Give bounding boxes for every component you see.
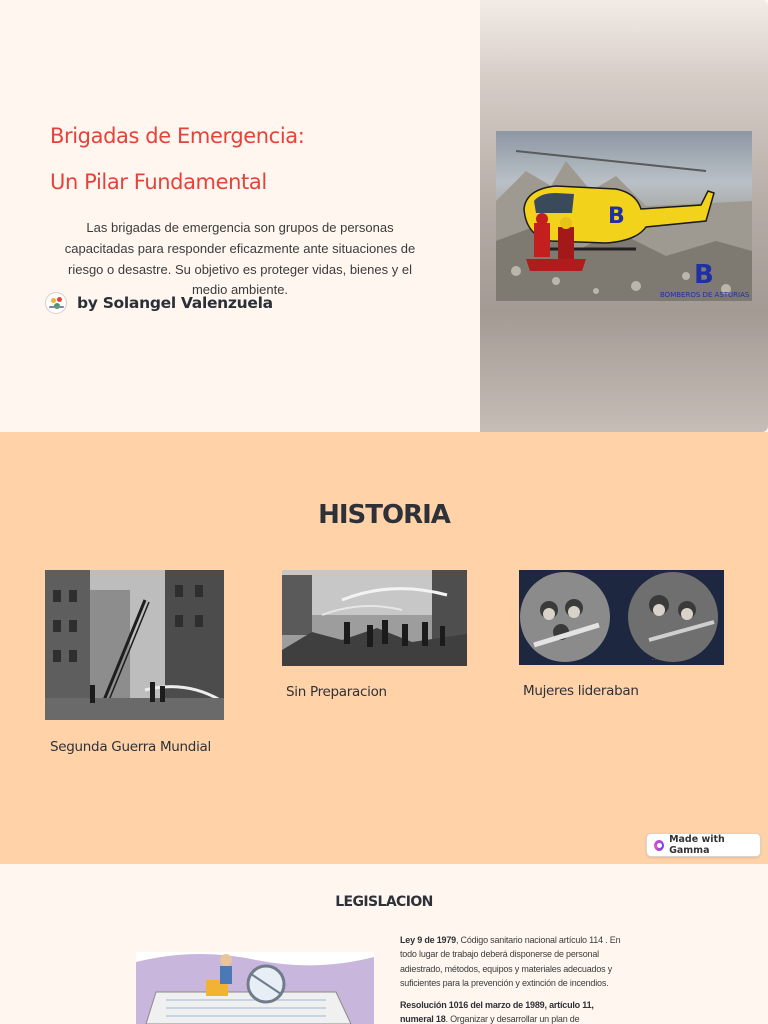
rescue-helicopter-photo bbox=[496, 131, 752, 301]
author-name: by Solangel Valenzuela bbox=[77, 294, 273, 312]
law-1-reference: Ley 9 de 1979 bbox=[400, 935, 456, 945]
title-slide bbox=[0, 0, 768, 432]
law-paragraph-2 bbox=[400, 998, 625, 1024]
history-caption-2: Sin Preparacion bbox=[286, 684, 387, 700]
author-avatar bbox=[45, 292, 67, 314]
photo-logo-text: BOMBEROS DE ASTURIAS bbox=[660, 291, 750, 299]
history-caption-1: Segunda Guerra Mundial bbox=[50, 739, 211, 755]
history-caption-3: Mujeres lideraban bbox=[523, 683, 639, 699]
legislation-title: LEGISLACION bbox=[335, 894, 433, 910]
law-2-text: . Organizar y desarrollar un plan de bbox=[445, 1014, 580, 1024]
slide-title-line-1: Brigadas de Emergencia: bbox=[50, 124, 305, 148]
author-byline bbox=[45, 292, 273, 314]
history-slide bbox=[0, 432, 768, 864]
svg-text:B: B bbox=[694, 260, 714, 290]
history-photo-women bbox=[519, 570, 724, 665]
helicopter-illustration bbox=[496, 131, 752, 301]
gamma-badge-label: Made with Gamma bbox=[669, 834, 725, 856]
law-paragraph-1 bbox=[400, 933, 625, 991]
made-with-gamma-badge[interactable] bbox=[646, 833, 761, 857]
law-1-text: , Código sanitario nacional artículo 114 . En todo lugar de trabajo deberá disponerse de personal adiestrado, métodos, equipos y materiales adecuados y suficientes para la prevención y extinción de incendios. bbox=[400, 935, 621, 989]
gamma-logo-icon bbox=[654, 840, 664, 851]
history-photo-rubble bbox=[282, 570, 467, 666]
history-photo-ladder bbox=[45, 570, 224, 720]
slide-description: Las brigadas de emergencia son grupos de personas capacitadas para responder eficazmente ante situaciones de riesgo o desastre. Su objetivo es proteger vidas, bienes y el medio ambiente. bbox=[64, 220, 416, 298]
legislation-illustration bbox=[136, 952, 374, 1024]
law-2-reference: Resolución 1016 del marzo de 1989, artículo 11, numeral 18 bbox=[400, 1000, 594, 1024]
svg-text:B: B bbox=[608, 204, 625, 229]
legislation-slide bbox=[0, 864, 768, 1024]
slide-title-line-2: Un Pilar Fundamental bbox=[50, 170, 267, 194]
svg-text:· · ·: · · · bbox=[652, 657, 660, 663]
history-title: HISTORIA bbox=[318, 500, 450, 530]
